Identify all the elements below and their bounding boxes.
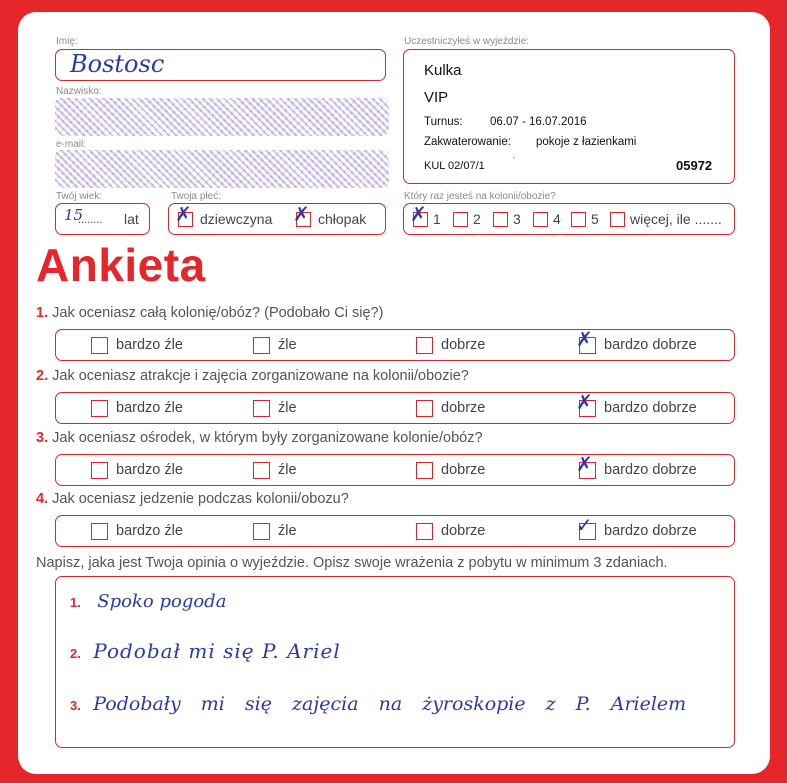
question-num: 3. bbox=[36, 430, 49, 446]
plec-mark-dziewczyna: ✗ bbox=[175, 202, 192, 226]
ktory-checkbox-wiecej[interactable] bbox=[610, 212, 625, 227]
answer-row-2 bbox=[70, 639, 341, 663]
q1-checkbox-2[interactable] bbox=[253, 337, 270, 354]
question-num: 4. bbox=[36, 491, 49, 507]
imie-field[interactable] bbox=[55, 49, 386, 81]
question-4 bbox=[36, 491, 349, 507]
question-2 bbox=[36, 368, 469, 384]
ktory-option-wiecej: więcej, ile ....... bbox=[630, 211, 722, 227]
ktory-checkbox-2[interactable] bbox=[453, 212, 468, 227]
q3-mark: ✗ bbox=[576, 452, 593, 476]
q2-option-2: źle bbox=[278, 400, 297, 416]
question-3-options bbox=[55, 454, 735, 486]
trip-code-tick: ` bbox=[512, 156, 516, 168]
question-text: Jak oceniasz całą kolonię/obóz? (Podobało Ci się?) bbox=[52, 305, 384, 321]
question-3 bbox=[36, 430, 483, 446]
q4-option-1: bardzo źle bbox=[116, 523, 183, 539]
ktory-option-2: 2 bbox=[473, 211, 481, 227]
trip-type: VIP bbox=[424, 89, 449, 106]
wiek-dots: ........ bbox=[78, 214, 103, 226]
q2-checkbox-1[interactable] bbox=[91, 400, 108, 417]
q3-checkbox-2[interactable] bbox=[253, 462, 270, 479]
q4-option-4: bardzo dobrze bbox=[604, 523, 697, 539]
answer-num-2: 2. bbox=[70, 646, 81, 661]
question-1-options bbox=[55, 329, 735, 361]
answer-text-2: Podobał mi się P. Ariel bbox=[93, 639, 341, 663]
trip-number: 05972 bbox=[676, 158, 713, 173]
q2-checkbox-3[interactable] bbox=[416, 400, 433, 417]
nazwisko-field-redacted[interactable] bbox=[55, 98, 389, 136]
plec-mark-chlopak: ✗ bbox=[293, 202, 310, 226]
nazwisko-label: Nazwisko: bbox=[56, 86, 102, 97]
q4-checkbox-4[interactable] bbox=[576, 513, 596, 540]
opinion-box[interactable] bbox=[55, 576, 735, 748]
trip-code: KUL 02/07/1 bbox=[424, 160, 485, 172]
ktory-option-4: 4 bbox=[553, 211, 561, 227]
question-text: Jak oceniasz jedzenie podczas kolonii/obozu? bbox=[52, 491, 349, 507]
plec-field bbox=[168, 203, 386, 235]
q4-checkbox-1[interactable] bbox=[91, 523, 108, 540]
plec-checkbox-chlopak[interactable] bbox=[293, 202, 311, 227]
q1-option-3: dobrze bbox=[441, 337, 486, 353]
answer-num-1: 1. bbox=[70, 595, 81, 610]
question-1 bbox=[36, 305, 383, 321]
zakwaterowanie-value: pokoje z łazienkami bbox=[536, 136, 637, 148]
plec-option-chlopak: chłopak bbox=[318, 211, 367, 227]
survey-title: Ankieta bbox=[36, 239, 206, 291]
q4-option-2: źle bbox=[278, 523, 297, 539]
trip-info-box bbox=[403, 49, 735, 184]
ktory-option-3: 3 bbox=[513, 211, 521, 227]
q3-checkbox-4[interactable] bbox=[576, 452, 596, 479]
email-field-redacted[interactable] bbox=[55, 150, 389, 188]
ktory-option-1: 1 bbox=[433, 211, 441, 227]
q1-option-1: bardzo źle bbox=[116, 337, 183, 353]
q3-checkbox-3[interactable] bbox=[416, 462, 433, 479]
answer-text-3: Podobały mi się zajęcia na żyroskopie z P. Arielem bbox=[93, 693, 687, 715]
q1-mark: ✗ bbox=[576, 327, 593, 351]
plec-label: Twoja płeć: bbox=[171, 191, 222, 202]
question-num: 2. bbox=[36, 368, 49, 384]
ktory-checkbox-5[interactable] bbox=[571, 212, 586, 227]
question-2-options bbox=[55, 392, 735, 424]
email-label: e-mail: bbox=[56, 139, 87, 150]
q3-option-3: dobrze bbox=[441, 462, 486, 478]
answer-row-3 bbox=[70, 693, 686, 715]
q2-option-1: bardzo źle bbox=[116, 400, 183, 416]
q3-option-1: bardzo źle bbox=[116, 462, 183, 478]
question-4-options bbox=[55, 515, 735, 547]
imie-label: Imię: bbox=[56, 36, 78, 47]
q2-mark: ✗ bbox=[576, 390, 593, 414]
ktory-checkbox-3[interactable] bbox=[493, 212, 508, 227]
q4-mark: ✓ bbox=[576, 513, 593, 537]
q3-option-4: bardzo dobrze bbox=[604, 462, 697, 478]
answer-row-1 bbox=[70, 591, 226, 612]
q4-option-3: dobrze bbox=[441, 523, 486, 539]
q1-checkbox-1[interactable] bbox=[91, 337, 108, 354]
ktory-mark-1: ✗ bbox=[410, 202, 427, 226]
plec-checkbox-dziewczyna[interactable] bbox=[175, 202, 193, 227]
wiek-unit: lat bbox=[124, 211, 139, 227]
turnus-value: 06.07 - 16.07.2016 bbox=[490, 116, 587, 128]
q2-checkbox-4[interactable] bbox=[576, 390, 596, 417]
trip-label: Uczestniczyłeś w wyjeździe: bbox=[404, 36, 530, 47]
imie-value: Bostosc bbox=[70, 50, 165, 78]
wiek-value: 15 bbox=[64, 206, 84, 224]
q1-option-2: źle bbox=[278, 337, 297, 353]
q4-checkbox-2[interactable] bbox=[253, 523, 270, 540]
plec-option-dziewczyna: dziewczyna bbox=[200, 211, 273, 227]
answer-num-3: 3. bbox=[70, 698, 81, 713]
question-text: Jak oceniasz ośrodek, w którym były zorganizowane kolonie/obóz? bbox=[52, 430, 483, 446]
question-num: 1. bbox=[36, 305, 49, 321]
q1-checkbox-3[interactable] bbox=[416, 337, 433, 354]
q2-option-3: dobrze bbox=[441, 400, 486, 416]
q2-option-4: bardzo dobrze bbox=[604, 400, 697, 416]
wiek-label: Twój wiek: bbox=[56, 191, 103, 202]
q1-option-4: bardzo dobrze bbox=[604, 337, 697, 353]
answer-text-1: Spoko pogoda bbox=[97, 591, 227, 612]
ktory-raz-field bbox=[403, 203, 735, 235]
q1-checkbox-4[interactable] bbox=[576, 327, 596, 354]
ktory-option-5: 5 bbox=[591, 211, 599, 227]
turnus-label: Turnus: bbox=[424, 116, 463, 128]
trip-name: Kulka bbox=[424, 62, 462, 79]
wiek-field[interactable] bbox=[55, 203, 150, 235]
zakwaterowanie-label: Zakwaterowanie: bbox=[424, 136, 511, 148]
ktory-raz-label: Który raz jesteś na kolonii/obozie? bbox=[404, 191, 556, 202]
q4-checkbox-3[interactable] bbox=[416, 523, 433, 540]
ktory-checkbox-4[interactable] bbox=[533, 212, 548, 227]
q3-option-2: źle bbox=[278, 462, 297, 478]
q3-checkbox-1[interactable] bbox=[91, 462, 108, 479]
opinion-prompt: Napisz, jaka jest Twoja opinia o wyjeździe. Opisz swoje wrażenia z pobytu w minimum 3 zdaniach. bbox=[36, 555, 668, 571]
ktory-checkbox-1[interactable] bbox=[410, 202, 428, 227]
q2-checkbox-2[interactable] bbox=[253, 400, 270, 417]
question-text: Jak oceniasz atrakcje i zajęcia zorganizowane na kolonii/obozie? bbox=[52, 368, 469, 384]
